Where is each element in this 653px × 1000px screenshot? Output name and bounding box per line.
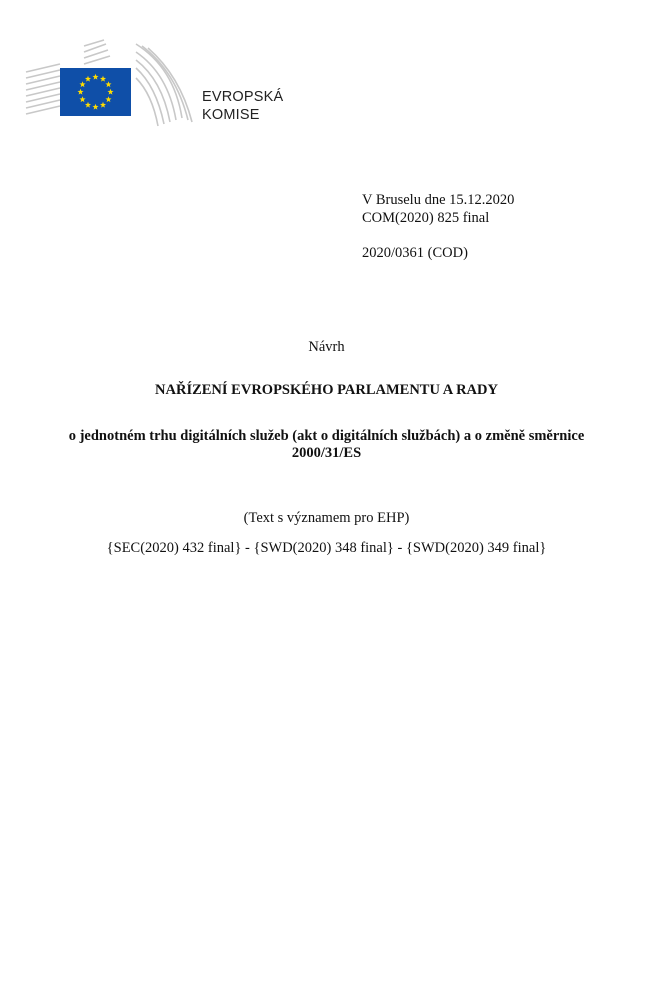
eea-relevance-note: (Text s významem pro EHP) (243, 510, 410, 526)
document-subtitle (0, 428, 653, 462)
org-name-line2: KOMISE (202, 107, 260, 123)
org-name-line1: EVROPSKÁ (202, 89, 284, 105)
document-meta (362, 191, 514, 262)
related-documents: {SEC(2020) 432 final} - {SWD(2020) 348 final} - {SWD(2020) 349 final} (106, 540, 547, 556)
subtitle-line2: 2000/31/ES (291, 445, 362, 461)
document-title: NAŘÍZENÍ EVROPSKÉHO PARLAMENTU A RADY (155, 382, 498, 398)
eu-flag-building-logo-icon (24, 38, 194, 128)
com-number: COM(2020) 825 final (362, 210, 490, 226)
place-date: V Bruselu dne 15.12.2020 (362, 192, 515, 208)
subtitle-line1: o jednotném trhu digitálních služeb (akt o digitálních službách) a o změně směrnice (68, 428, 585, 444)
procedure-number: 2020/0361 (COD) (362, 245, 468, 261)
document-kind: Návrh (308, 339, 345, 355)
organization-name (202, 88, 283, 124)
